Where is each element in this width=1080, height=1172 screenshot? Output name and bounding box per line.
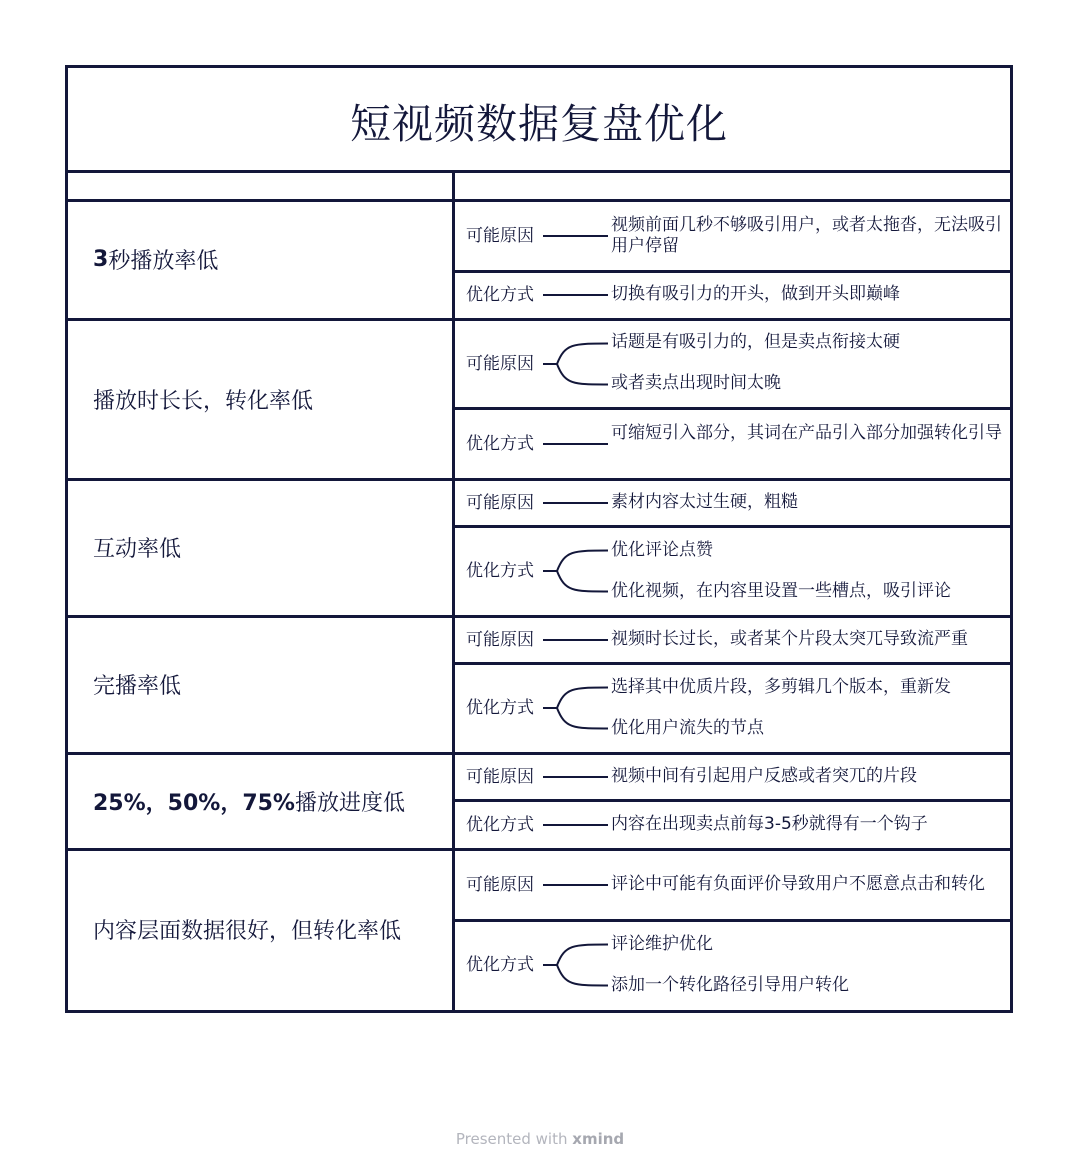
sub-divider-3 <box>453 662 1010 665</box>
reason-label-1: 可能原因 <box>466 353 534 374</box>
method-label-2: 优化方式 <box>466 561 534 581</box>
sub-divider-5 <box>453 919 1010 922</box>
category-label-3 <box>93 616 181 753</box>
sub-divider-1 <box>453 407 1010 410</box>
category-label-1 <box>93 319 313 479</box>
reason-5-text-0: 评论中可能有负面评价导致用户不愿意点击和转化 <box>611 873 985 894</box>
category-emphasis: 25%，50%，75% <box>93 790 295 816</box>
method-5-connector <box>543 905 608 1025</box>
reason-label-5: 可能原因 <box>466 874 534 895</box>
method-label-5: 优化方式 <box>466 955 534 975</box>
category-label-2 <box>93 479 181 616</box>
method-label-3: 优化方式 <box>466 698 534 718</box>
xmind-logo: xmind <box>572 1130 625 1148</box>
reason-3-text-0: 视频时长过长，或者某个片段太突兀导致流严重 <box>611 628 968 649</box>
reason-1-text-1: 或者卖点出现时间太晚 <box>611 373 781 393</box>
page-title: 短视频数据复盘优化 <box>350 99 728 148</box>
reason-1-text-0: 话题是有吸引力的，但是卖点衔接太硬 <box>611 332 900 352</box>
title-divider <box>68 170 1010 173</box>
method-label-1: 优化方式 <box>466 433 534 454</box>
category-text: 秒播放率低 <box>108 249 219 274</box>
category-label-4 <box>93 753 405 849</box>
method-label-4: 优化方式 <box>466 814 534 835</box>
sub-divider-0 <box>453 270 1010 273</box>
method-5-text-0: 评论维护优化 <box>611 933 713 954</box>
method-0-text-0: 切换有吸引力的开头，做到开头即巅峰 <box>611 284 900 304</box>
category-emphasis: 3 <box>93 247 109 272</box>
method-4-text-0: 内容在出现卖点前每3-5秒就得有一个钩子 <box>611 813 928 834</box>
method-2-text-1: 优化视频，在内容里设置一些槽点，吸引评论 <box>611 580 951 601</box>
category-text: 播放时长长，转化率低 <box>93 388 314 414</box>
method-label-0: 优化方式 <box>466 285 534 305</box>
reason-label-3: 可能原因 <box>466 629 534 650</box>
reason-label-0: 可能原因 <box>466 225 534 246</box>
method-2-text-0: 优化评论点赞 <box>611 539 713 560</box>
reason-0-text-0: 视频前面几秒不够吸引用户，或者太拖沓，无法吸引用户停留 <box>611 214 1002 256</box>
reason-label-4: 可能原因 <box>466 766 534 787</box>
footer <box>0 1130 1080 1148</box>
row-divider-2 <box>68 478 1010 481</box>
category-text: 完播率低 <box>93 674 182 699</box>
table-sheet <box>65 65 1013 1013</box>
category-label-0 <box>93 200 218 319</box>
category-text: 互动率低 <box>93 537 182 562</box>
reason-2-text-0: 素材内容太过生硬，粗糙 <box>611 491 798 512</box>
method-5-text-1: 添加一个转化路径引导用户转化 <box>611 974 849 995</box>
category-text: 内容层面数据很好，但转化率低 <box>93 919 402 944</box>
reason-4-text-0: 视频中间有引起用户反感或者突兀的片段 <box>611 765 917 786</box>
sub-divider-4 <box>453 799 1010 802</box>
method-3-text-1: 优化用户流失的节点 <box>611 717 764 738</box>
category-text: 播放进度低 <box>294 790 405 816</box>
reason-label-2: 可能原因 <box>466 492 534 513</box>
method-1-text-0: 可缩短引入部分，其词在产品引入部分加强转化引导 <box>611 422 1002 443</box>
method-3-text-0: 选择其中优质片段，多剪辑几个版本，重新发 <box>611 676 951 697</box>
sub-divider-2 <box>453 525 1010 528</box>
category-label-5 <box>93 849 401 1010</box>
column-divider <box>452 171 455 1010</box>
row-divider-3 <box>68 615 1010 618</box>
footer-text: Presented with <box>455 1130 568 1148</box>
